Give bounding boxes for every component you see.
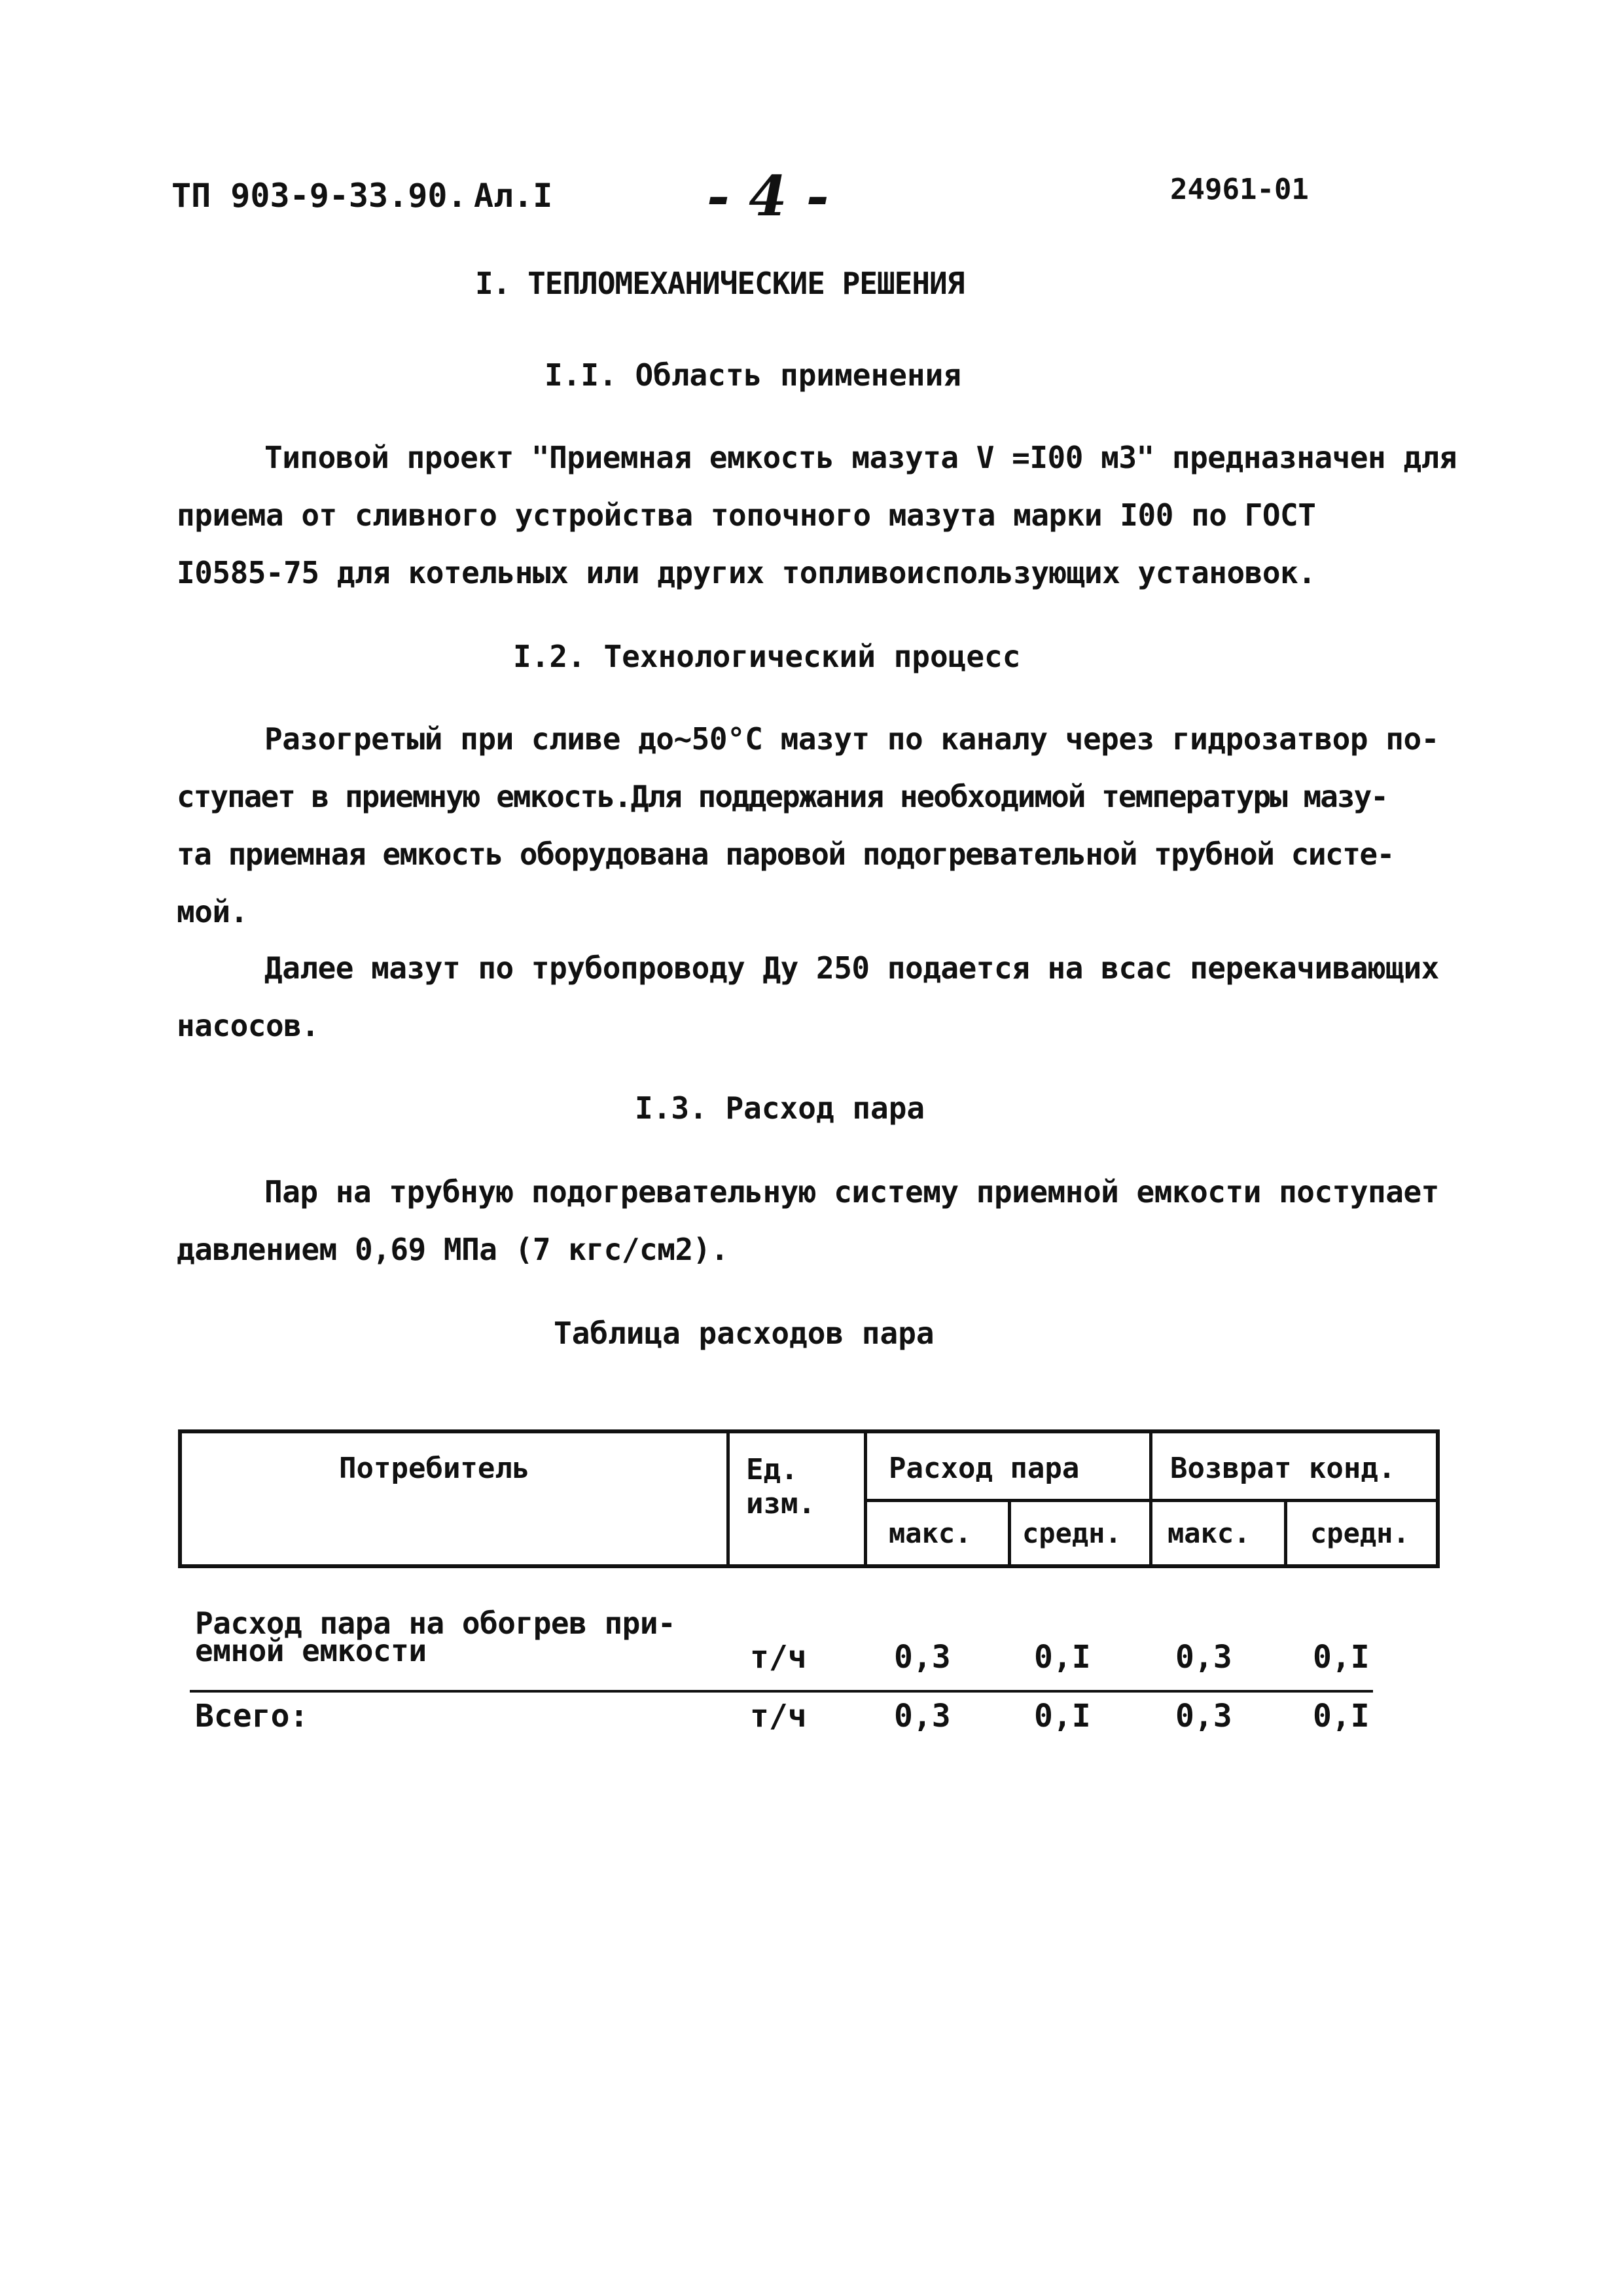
- column-header-return: Возврат конд.: [1170, 1452, 1396, 1485]
- column-header-unit: Ед.: [746, 1453, 798, 1486]
- table-total-label: Всего:: [195, 1698, 309, 1734]
- table-cell-steam-avg: 0,I: [1034, 1698, 1091, 1734]
- table-cell-steam-avg: 0,I: [1034, 1639, 1091, 1676]
- column-header-steam: Расход пара: [889, 1452, 1080, 1485]
- steam-table-header: [178, 1429, 1440, 1568]
- paragraph-line: приема от сливного устройства топочного мазута марки I00 по ГОСТ: [177, 497, 1316, 533]
- table-divider: [1008, 1499, 1011, 1564]
- table-cell-steam-max: 0,3: [894, 1639, 951, 1676]
- section-title: I. ТЕПЛОМЕХАНИЧЕСКИЕ РЕШЕНИЯ: [475, 266, 965, 301]
- table-row-name: емной емкости: [195, 1633, 427, 1668]
- column-header-consumer: Потребитель: [339, 1452, 530, 1485]
- paragraph-line: I0585-75 для котельных или других топливоиспользующих установок.: [177, 555, 1316, 590]
- paragraph-line: мой.: [177, 894, 248, 929]
- paragraph-line: та приемная емкость оборудована паровой подогревательной трубной систе-: [177, 836, 1394, 872]
- paragraph-line: Пар на трубную подогревательную систему приемной емкости поступает: [264, 1174, 1439, 1210]
- document-code: ТП 903-9-33.90.: [171, 177, 467, 215]
- subheader-avg: средн.: [1310, 1517, 1410, 1549]
- table-row-rule: [190, 1690, 1373, 1693]
- paragraph-line: давлением 0,69 МПа (7 кгс/см2).: [177, 1232, 729, 1267]
- subsection-title-1-3: I.3. Расход пара: [635, 1090, 925, 1126]
- page-number: - 4 -: [707, 164, 829, 228]
- subheader-avg: средн.: [1022, 1517, 1122, 1549]
- album-number: Ал.I: [474, 177, 553, 215]
- column-header-unit: изм.: [746, 1487, 815, 1520]
- paragraph-line: насосов.: [177, 1008, 319, 1043]
- table-cell-return-avg: 0,I: [1313, 1639, 1370, 1676]
- table-cell-unit: т/ч: [750, 1639, 807, 1676]
- table-divider: [726, 1433, 730, 1564]
- subsection-title-1-2: I.2. Технологический процесс: [513, 639, 1021, 674]
- table-caption: Таблица расходов пара: [554, 1316, 935, 1351]
- table-cell-return-max: 0,3: [1175, 1639, 1232, 1676]
- table-cell-return-max: 0,3: [1175, 1698, 1232, 1734]
- subheader-max: макс.: [1168, 1517, 1251, 1549]
- table-cell-steam-max: 0,3: [894, 1698, 951, 1734]
- table-cell-return-avg: 0,I: [1313, 1698, 1370, 1734]
- table-divider: [1284, 1499, 1287, 1564]
- inventory-number: 24961-01: [1170, 173, 1309, 206]
- table-divider: [864, 1499, 1440, 1502]
- paragraph-line: Разогретый при сливе до~50°С мазут по каналу через гидрозатвор по-: [264, 721, 1439, 757]
- subsection-title-1-1: I.I. Область применения: [544, 357, 961, 393]
- paragraph-line: ступает в приемную емкость.Для поддержания необходимой температуры мазу-: [177, 779, 1387, 814]
- table-row-name: Расход пара на обогрев при-: [195, 1605, 676, 1641]
- paragraph-line: Далее мазут по трубопроводу Ду 250 подается на всас перекачивающих: [264, 950, 1439, 986]
- table-cell-unit: т/ч: [750, 1698, 807, 1734]
- paragraph-line: Типовой проект "Приемная емкость мазута V =I00 м3" предназначен для: [264, 440, 1457, 475]
- subheader-max: макс.: [889, 1517, 972, 1549]
